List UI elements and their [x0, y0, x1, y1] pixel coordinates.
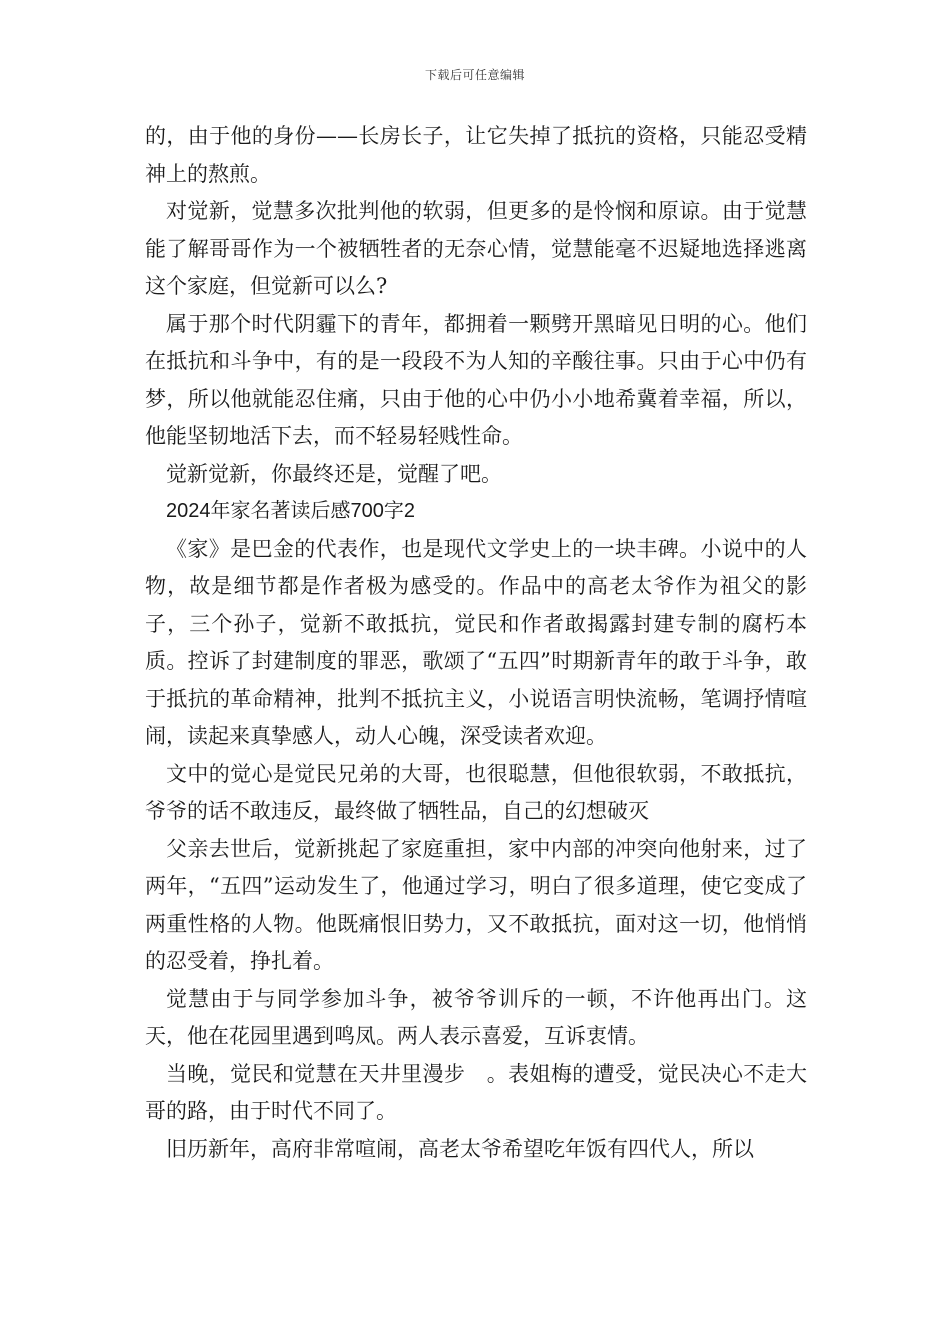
paragraph: 《家》是巴金的代表作，也是现代文学史上的一块丰碑。小说中的人物，故是细节都是作者极为感受的。作品中的高老太爷作为祖父的影子，三个孙子，觉新不敢抵抗，觉民和作者敢揭露封建专制的腐朽本质。控诉了封建制度的罪恶，歌颂了“五四”时期新青年的敢于斗争，敢于抵抗的革命精神，批判不抵抗主义，小说语言明快流畅，笔调抒情喧闹，读起来真挚感人，动人心魄，深受读者欢迎。 — [145, 536, 807, 748]
paragraph: 觉新觉新，你最终还是，觉醒了吧。 — [166, 461, 502, 486]
section-heading: 2024年家名著读后感700字2 — [166, 500, 415, 522]
paragraph: 当晚，觉民和觉慧在天井里漫步 。表姐梅的遭受，觉民决心不走大哥的路，由于时代不同了。 — [145, 1061, 807, 1123]
page-header: 下载后可任意编辑 — [424, 68, 525, 82]
paragraph: 父亲去世后，觉新挑起了家庭重担，家中内部的冲突向他射来，过了两年，“五四”运动发生了，他通过学习，明白了很多道理，使它变成了两重性格的人物。他既痛恨旧势力，又不敢抵抗，面对这一切，他悄悄的忍受着，挣扎着。 — [145, 836, 807, 973]
paragraph: 旧历新年，高府非常喧闹，高老太爷希望吃年饭有四代人，所以 — [166, 1136, 754, 1161]
paragraph: 文中的觉心是觉民兄弟的大哥，也很聪慧，但他很软弱，不敢抵抗，爷爷的话不敢违反，最终做了牺牲品，自己的幻想破灭 — [145, 761, 807, 823]
document-body — [145, 118, 807, 1168]
paragraph: 对觉新，觉慧多次批判他的软弱，但更多的是怜悯和原谅。由于觉慧能了解哥哥作为一个被牺牲者的无奈心情，觉慧能毫不迟疑地选择逃离这个家庭，但觉新可以么? — [145, 199, 807, 298]
paragraph: 的，由于他的身份——长房长子，让它失掉了抵抗的资格，只能忍受精神上的熬煎。 — [145, 124, 807, 186]
paragraph: 觉慧由于与同学参加斗争，被爷爷训斥的一顿，不许他再出门。这天，他在花园里遇到鸣凤。两人表示喜爱，互诉衷情。 — [145, 986, 807, 1048]
paragraph: 属于那个时代阴霾下的青年，都拥着一颗劈开黑暗见日明的心。他们在抵抗和斗争中，有的是一段段不为人知的辛酸往事。只由于心中仍有梦，所以他就能忍住痛，只由于他的心中仍小小地希冀着幸福，所以，他能坚韧地活下去，而不轻易轻贱性命。 — [145, 311, 807, 448]
